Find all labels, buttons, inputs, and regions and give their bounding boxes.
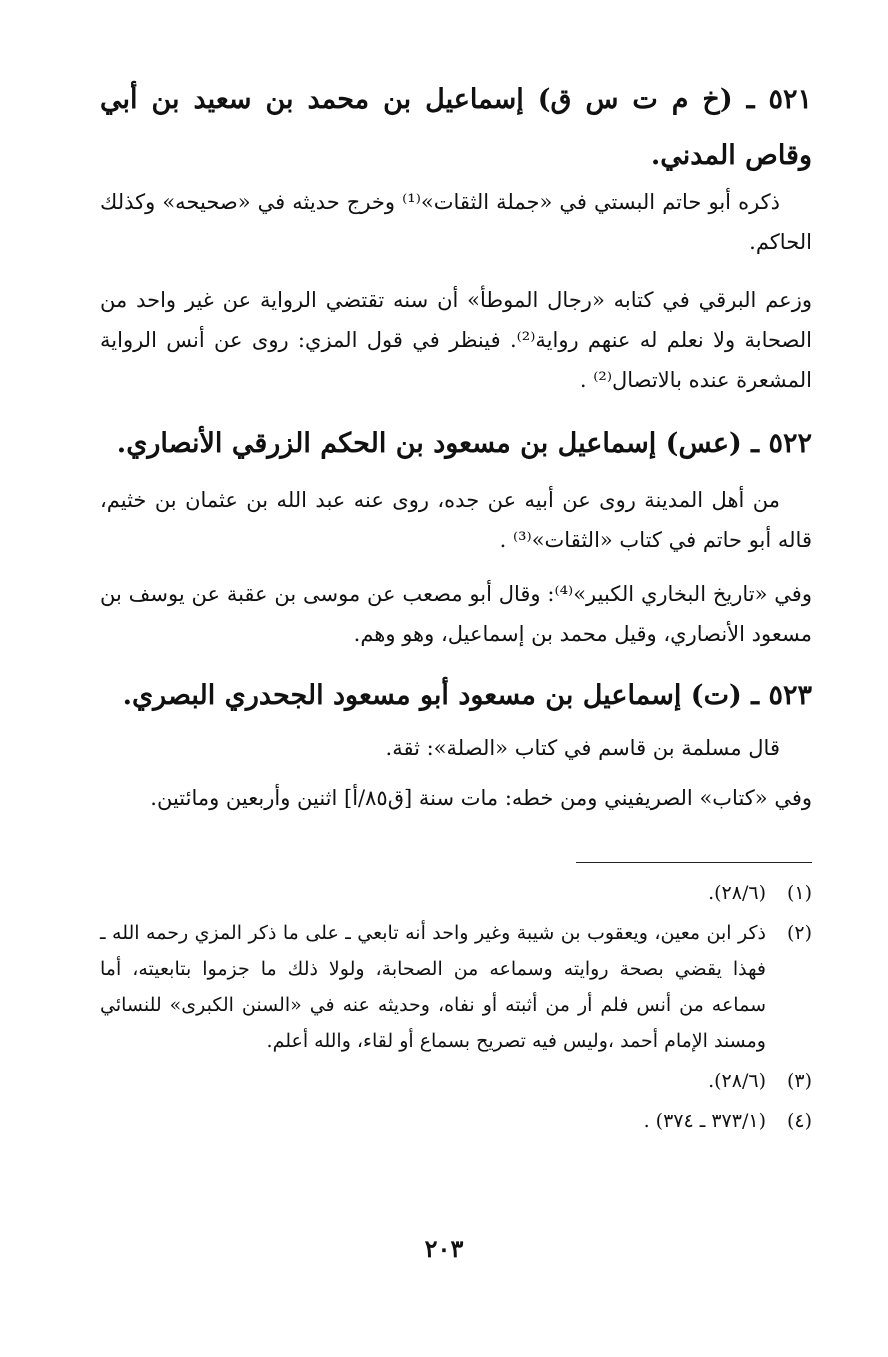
footnote-divider (576, 862, 812, 863)
entry-heading: ٥٢٢ ـ (عس) إسماعيل بن مسعود بن الحكم الزرقي الأنصاري. (116, 428, 812, 459)
paragraph: ذكره أبو حاتم البستي في «جملة الثقات»⁽¹⁾ وخرج حديثه في «صحيحه» وكذلك الحاكم. (100, 190, 812, 254)
paragraph: من أهل المدينة روى عن أبيه عن جده، روى عنه عبد الله بن عثمان بن خثيم، قاله أبو حاتم في كتاب «الثقات»⁽³⁾ . (100, 488, 812, 552)
footnote (100, 1103, 812, 1139)
paragraph: وفي «كتاب» الصريفيني ومن خطه: مات سنة [ق٨٥/أ] اثنين وأربعين ومائتين. (150, 786, 812, 810)
entry-521-paragraph-1 (100, 182, 812, 262)
entry-523 (100, 668, 812, 724)
footnotes (100, 875, 812, 1143)
entry-522 (100, 416, 812, 472)
entry-521-paragraph-2 (100, 280, 812, 400)
entry-heading: ٥٢١ ـ (خ م ت س ق) إسماعيل بن محمد بن سعيد بن أبي وقاص المدني. (100, 84, 812, 171)
paragraph: قال مسلمة بن قاسم في كتاب «الصلة»: ثقة. (385, 736, 780, 760)
entry-522-paragraph-1 (100, 480, 812, 560)
entry-523-paragraph-2 (100, 778, 812, 818)
footnote-number: (٣) (786, 1070, 812, 1092)
footnote-text: (٣٧٣/١ ـ ٣٧٤) . (643, 1110, 766, 1132)
footnote-number: (٢) (786, 922, 812, 944)
entry-heading: ٥٢٣ ـ (ت) إسماعيل بن مسعود أبو مسعود الجحدري البصري. (122, 680, 812, 711)
paragraph: وفي «تاريخ البخاري الكبير»⁽⁴⁾: وقال أبو مصعب عن موسى بن عقبة عن يوسف بن مسعود الأنصاري، وقيل محمد بن إسماعيل، وهو وهم. (100, 582, 812, 646)
footnote (100, 1063, 812, 1099)
entry-521 (100, 72, 812, 184)
page-number: ٢٠٣ (424, 1234, 464, 1263)
footnote-text: (٢٨/٦). (708, 1070, 766, 1092)
footnote (100, 875, 812, 911)
footnote-number: (١) (786, 882, 812, 904)
paragraph: وزعم البرقي في كتابه «رجال الموطأ» أن سنه تقتضي الرواية عن غير واحد من الصحابة ولا نعلم له عنهم رواية⁽²⁾. فينظر في قول المزي: روى عن أنس الرواية المشعرة عنده بالاتصال⁽²⁾ . (100, 288, 812, 392)
footnote-text: ذكر ابن معين، ويعقوب بن شيبة وغير واحد أنه تابعي ـ على ما ذكر المزي رحمه الله ـ فهذا يقضي بصحة روايته وسماعه من الصحابة، ولولا ذلك ما جزموا بتابعيته، أما سماعه من أنس فلم أر من أثبته أو نفاه، وحديثه عنه في «السنن الكبرى» للنسائي ومسند الإمام أحمد ،وليس فيه تصريح بسماع أو لقاء، والله أعلم. (100, 922, 766, 1052)
entry-523-paragraph-1 (100, 728, 812, 768)
footnote-text: (٢٨/٦). (708, 882, 766, 904)
entry-522-paragraph-2 (100, 574, 812, 654)
footnote-number: (٤) (786, 1110, 812, 1132)
footnote (100, 915, 812, 1059)
